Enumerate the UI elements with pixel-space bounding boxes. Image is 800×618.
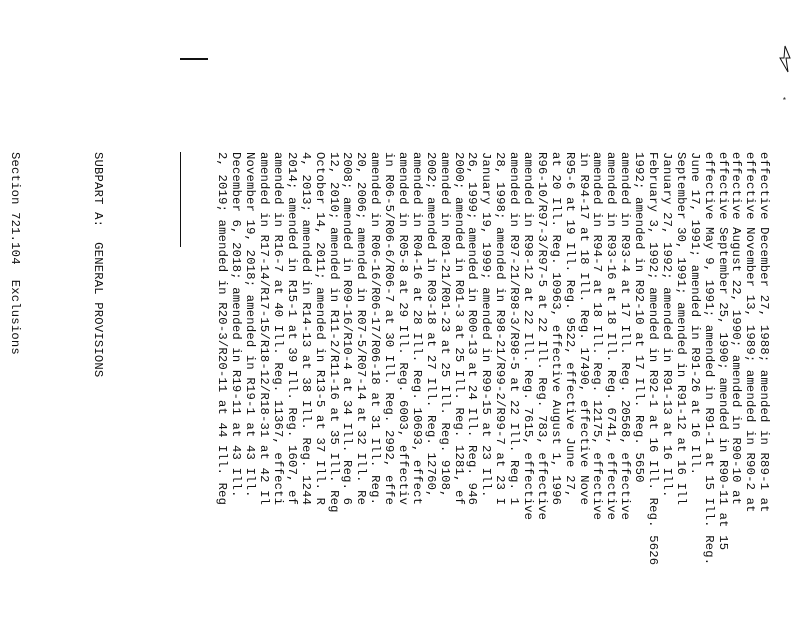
subpart-heading: SUBPART A: GENERAL PROVISIONS	[91, 152, 106, 378]
history-line: at 20 Ill. Reg. 10963, effective August 1, 1996	[548, 152, 563, 506]
history-line: 2002; amended in R03-18 at 27 Ill. Reg. 12760,	[423, 152, 438, 498]
section-heading: Section 721.104 Exclusions	[7, 152, 22, 355]
history-line: 2000; amended in R01-3 at 25 Ill. Reg. 1281, ef	[451, 152, 466, 506]
history-note	[215, 152, 771, 618]
history-line: in R94-17 at 18 Ill. Reg. 17490, effective Nove	[576, 152, 591, 506]
history-line: June 17, 1991; amended in R91-26 at 16 Ill.	[687, 152, 702, 476]
history-line: amended in R93-4 at 17 Ill. Reg. 20568, effective	[618, 152, 633, 521]
history-line: 1992; amended in R92-10 at 17 Ill. Reg. 5650	[632, 152, 647, 483]
history-line: 2014; amended in R15-1 at 39 Ill. Reg. 1607, ef	[284, 152, 299, 506]
top-rule	[180, 58, 208, 60]
history-line: October 14, 2011; amended in R13-5 at 37 Ill. R	[312, 152, 327, 506]
history-line: 20, 2006; amended in R07-5/R07-14 at 32 Ill. Re	[354, 152, 369, 506]
rotated-text-block	[0, 152, 798, 618]
history-line: 2008; amended in R09-16/R10-4 at 34 Ill. Reg. 6	[340, 152, 355, 506]
history-line: effective December 27, 1988; amended in R89-1 at	[757, 152, 772, 513]
history-line: amended in R97-21/R98-3/R98-5 at 22 Ill. Reg. 1	[507, 152, 522, 506]
history-line: amended in R17-14/R17-15/R18-12/R18-31 at 42 Il	[257, 152, 272, 506]
history-line: December 6, 2018; amended in R19-11 at 43 Ill.	[229, 152, 244, 498]
history-line: 12, 2010; amended in R11-2/R11-16 at 35 Ill. Reg	[326, 152, 341, 513]
history-line: amended in R94-7 at 18 Ill. Reg. 12175, effective	[590, 152, 605, 521]
history-line: February 3, 1992; amended in R92-1 at 16 Ill. Reg. 5626	[646, 152, 661, 566]
history-line: amended in R04-16 at 28 Ill. Reg. 10693, effect	[409, 152, 424, 506]
history-line: November 19, 2018; amended in R19-1 at 43 Ill.	[243, 152, 258, 498]
history-line: 28, 1998; amended in R98-21/R99-2/R99-7 at 23 I	[493, 152, 508, 506]
history-line: amended in R93-16 at 18 Ill. Reg. 6741, effective	[604, 152, 619, 521]
corner-star: *	[782, 97, 787, 106]
history-line: effective August 22, 1990; amended in R90-10 at	[729, 152, 744, 506]
history-line: R96-10/R97-3/R97-5 at 22 Ill. Reg. 783, effective	[534, 152, 549, 521]
history-line: 2, 2019; amended in R20-3/R20-11 at 44 Ill. Reg	[215, 152, 230, 506]
history-end-rule	[180, 152, 181, 247]
history-line: amended in R98-12 at 22 Ill. Reg. 7615, effective	[521, 152, 536, 521]
history-line: amended in R16-7 at 40 Ill. Reg. 11367, effecti	[271, 152, 286, 506]
history-line: amended in R01-21/R01-23 at 25 Ill. Reg. 9108,	[437, 152, 452, 498]
history-line: effective May 9, 1991; amended in R91-1 at 15 Ill. Reg.	[701, 152, 716, 566]
history-line: amended in R06-16/R06-17/R06-18 at 31 Ill. Reg.	[368, 152, 383, 506]
corner-mark-icon	[778, 44, 792, 74]
history-line: 26, 1999; amended in R00-13 at 24 Ill. Reg. 946	[465, 152, 480, 506]
history-line: 4, 2013; amended in R14-13 at 38 Ill. Reg. 1244	[298, 152, 313, 506]
history-line: January 27, 1992; amended in R91-13 at 16 Ill.	[659, 152, 674, 498]
history-line: amended in R05-8 at 29 Ill. Reg. 6003, effectiv	[396, 152, 411, 506]
history-line: effective September 25, 1990; amended in R90-11 at 15	[715, 152, 730, 551]
history-line: R95-6 at 19 Ill. Reg. 9522, effective June 27,	[562, 152, 577, 498]
history-line: effective November 13, 1989; amended in R90-2 at	[743, 152, 758, 513]
history-line: in R06-5/R06-6/R06-7 at 30 Ill. Reg. 2992, effe	[382, 152, 397, 506]
history-line: September 30, 1991; amended in R91-12 at 16 Ill	[673, 152, 688, 506]
history-line: January 19, 1999; amended in R99-15 at 23 Ill.	[479, 152, 494, 498]
